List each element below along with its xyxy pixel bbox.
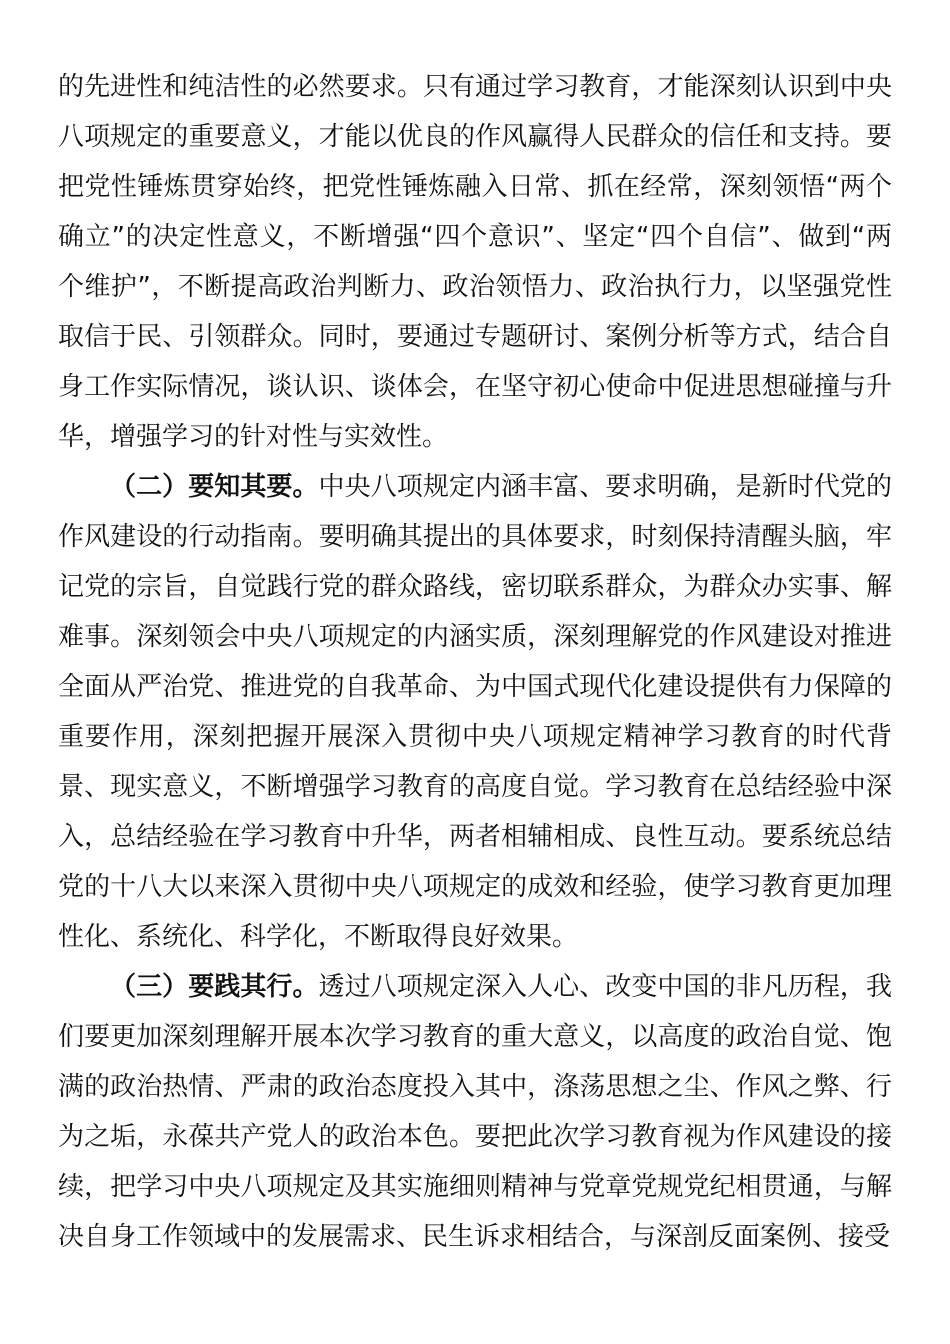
paragraph-3	[58, 962, 892, 1262]
document-page	[58, 62, 892, 1262]
paragraph-1	[58, 62, 892, 462]
paragraph-3-heading: （三）要践其行。	[110, 972, 319, 1002]
paragraph-1-text: 的先进性和纯洁性的必然要求。只有通过学习教育，才能深刻认识到中央八项规定的重要意义，才能以优良的作风赢得人民群众的信任和支持。要把党性锤炼贯穿始终，把党性锤炼融入日常、抓在经常，深刻领悟“两个确立”的决定性意义，不断增强“四个意识”、坚定“四个自信”、做到“两个维护”，不断提高政治判断力、政治领悟力、政治执行力，以坚强党性取信于民、引领群众。同时，要通过专题研讨、案例分析等方式，结合自身工作实际情况，谈认识、谈体会，在坚守初心使命中促进思想碰撞与升华，增强学习的针对性与实效性。	[58, 72, 892, 452]
paragraph-3-text: 透过八项规定深入人心、改变中国的非凡历程，我们要更加深刻理解开展本次学习教育的重大意义，以高度的政治自觉、饱满的政治热情、严肃的政治态度投入其中，涤荡思想之尘、作风之弊、行为之垢，永葆共产党人的政治本色。要把此次学习教育视为作风建设的接续，把学习中央八项规定及其实施细则精神与党章党规党纪相贯通，与解决自身工作领域中的发展需求、民生诉求相结合，与深剖反面案例、接受	[58, 972, 892, 1252]
paragraph-2-text: 中央八项规定内涵丰富、要求明确，是新时代党的作风建设的行动指南。要明确其提出的具体要求，时刻保持清醒头脑，牢记党的宗旨，自觉践行党的群众路线，密切联系群众，为群众办实事、解难事。深刻领会中央八项规定的内涵实质，深刻理解党的作风建设对推进全面从严治党、推进党的自我革命、为中国式现代化建设提供有力保障的重要作用，深刻把握开展深入贯彻中央八项规定精神学习教育的时代背景、现实意义，不断增强学习教育的高度自觉。学习教育在总结经验中深入，总结经验在学习教育中升华，两者相辅相成、良性互动。要系统总结党的十八大以来深入贯彻中央八项规定的成效和经验，使学习教育更加理性化、系统化、科学化，不断取得良好效果。	[58, 472, 892, 952]
paragraph-2-heading: （二）要知其要。	[110, 472, 319, 502]
paragraph-2	[58, 462, 892, 962]
